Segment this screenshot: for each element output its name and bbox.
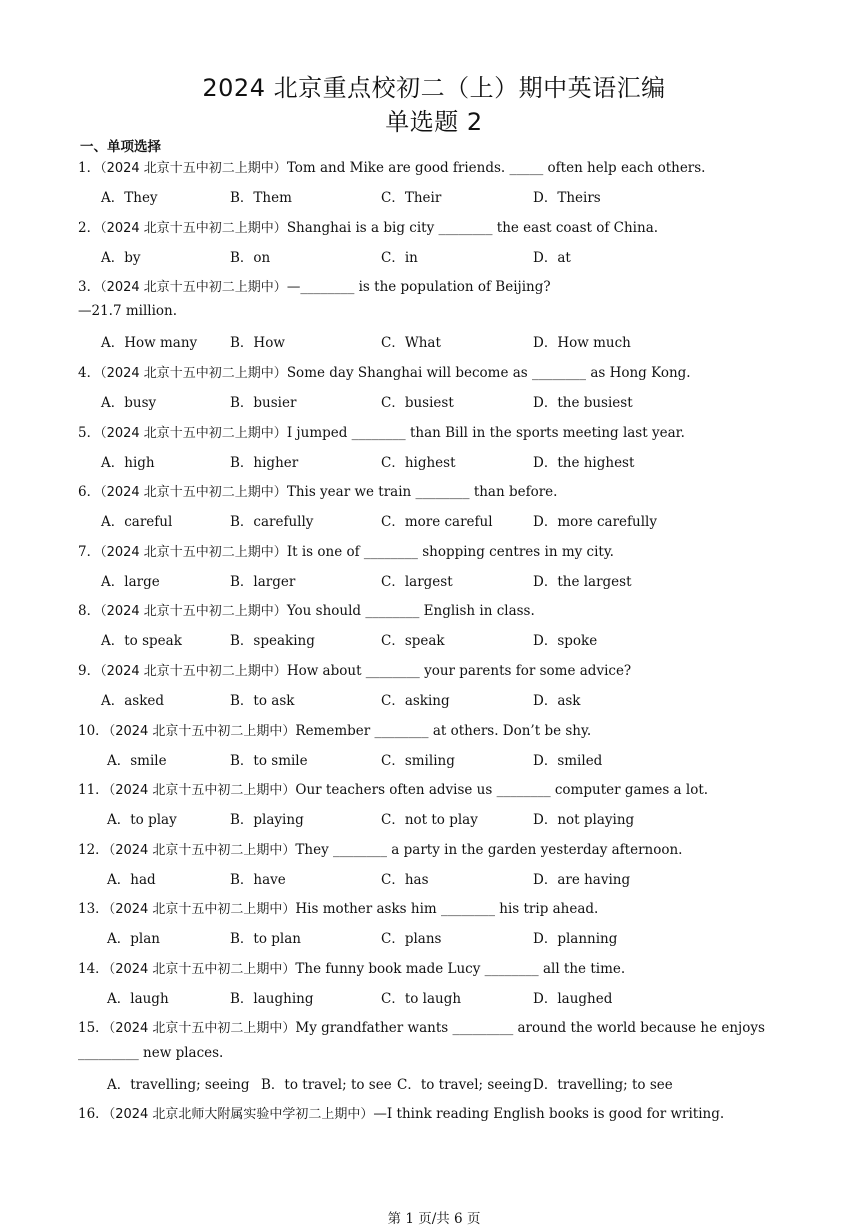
question-source: （2024 北京十五中初二上期中） (108, 902, 296, 917)
question-number: 4． (78, 365, 101, 381)
answer-option-d: D．travelling; to see (533, 1077, 673, 1093)
answer-option-b: B．to travel; to see (261, 1077, 392, 1093)
answer-option-c: C．plans (381, 931, 442, 947)
answer-option-b: B．have (230, 872, 286, 888)
answer-option-c: C．What (381, 335, 441, 351)
answer-option-c: C．asking (381, 693, 450, 709)
answer-option-a: A．high (101, 455, 155, 471)
question-source: （2024 北京十五中初二上期中） (108, 962, 296, 977)
document-title: 2024 北京重点校初二（上）期中英语汇编 (202, 74, 666, 102)
answer-options (0, 570, 868, 588)
answer-options (0, 749, 868, 767)
answer-option-a: A．They (101, 190, 158, 206)
question-stem (78, 1102, 724, 1122)
answer-option-d: D．not playing (533, 812, 635, 828)
question-source: （2024 北京北师大附属实验中学初二上期中） (108, 1107, 374, 1122)
question-source: （2024 北京十五中初二上期中） (100, 221, 287, 236)
question-source: （2024 北京十五中初二上期中） (100, 426, 287, 441)
answer-option-d: D．at (533, 250, 571, 266)
answer-option-c: C．in (381, 250, 418, 266)
answer-option-c: C．to travel; seeing (397, 1077, 532, 1093)
answer-options (0, 391, 868, 409)
answer-option-d: D．the busiest (533, 395, 633, 411)
answer-option-c: C．more careful (381, 514, 493, 530)
answer-option-b: B．laughing (230, 991, 314, 1007)
answer-option-c: C．smiling (381, 753, 455, 769)
question-text: You should ________ English in class. (286, 603, 535, 619)
answer-option-c: C．highest (381, 455, 456, 471)
question-stem (78, 897, 598, 917)
question-number: 2． (78, 220, 101, 236)
question-text: Tom and Mike are good friends. _____ often help each others. (286, 160, 706, 176)
question-number: 12． (78, 842, 109, 858)
answer-option-b: B．How (230, 335, 285, 351)
question-number: 1． (78, 160, 101, 176)
question-text: The funny book made Lucy ________ all the time. (295, 961, 626, 977)
answer-option-c: C．largest (381, 574, 453, 590)
question-source: （2024 北京十五中初二上期中） (108, 724, 296, 739)
answer-options (0, 246, 868, 264)
answer-option-d: D．the largest (533, 574, 632, 590)
answer-option-a: A．busy (101, 395, 157, 411)
question-number: 5． (78, 425, 101, 441)
question-text: Remember ________ at others. Don’t be shy. (295, 723, 592, 739)
answer-options (0, 451, 868, 469)
question-number: 13． (78, 901, 109, 917)
question-source: （2024 北京十五中初二上期中） (100, 545, 287, 560)
answer-option-b: B．busier (230, 395, 297, 411)
answer-option-a: A．by (101, 250, 141, 266)
answer-option-a: A．careful (101, 514, 173, 530)
answer-option-d: D．the highest (533, 455, 635, 471)
answer-options (0, 868, 868, 886)
question-text: This year we train ________ than before. (286, 484, 558, 500)
answer-option-a: A．How many (101, 335, 198, 351)
question-source: （2024 北京十五中初二上期中） (100, 161, 287, 176)
question-text: —I think reading English books is good for writing. (373, 1106, 725, 1122)
answer-option-a: A．plan (107, 931, 160, 947)
answer-option-b: B．carefully (230, 514, 314, 530)
question-stem (78, 957, 625, 977)
question-stem (78, 480, 557, 500)
answer-option-a: A．laugh (107, 991, 169, 1007)
question-text: —________ is the population of Beijing? (286, 279, 551, 295)
answer-option-d: D．spoke (533, 633, 598, 649)
page-footer: 第 1 页/共 6 页 (387, 1211, 481, 1227)
question-text: Some day Shanghai will become as ________ as Hong Kong. (286, 365, 691, 381)
answer-options (0, 1073, 868, 1091)
answer-option-a: A．asked (101, 693, 165, 709)
question-number: 10． (78, 723, 109, 739)
question-text: I jumped ________ than Bill in the sports meeting last year. (286, 425, 685, 441)
answer-option-a: A．travelling; seeing (107, 1077, 250, 1093)
question-number: 14． (78, 961, 109, 977)
question-number: 8． (78, 603, 101, 619)
answer-option-b: B．to smile (230, 753, 308, 769)
question-text: How about ________ your parents for some advice? (286, 663, 632, 679)
answer-option-c: C．not to play (381, 812, 478, 828)
document-subtitle: 单选题 2 (385, 108, 483, 136)
question-number: 3． (78, 279, 101, 295)
question-number: 11． (78, 782, 109, 798)
answer-option-b: B．playing (230, 812, 304, 828)
answer-option-b: B．to ask (230, 693, 295, 709)
question-stem (78, 599, 535, 619)
question-stem (78, 275, 551, 295)
answer-options (0, 987, 868, 1005)
answer-option-b: B．on (230, 250, 271, 266)
answer-option-a: A．to play (107, 812, 177, 828)
question-text: It is one of ________ shopping centres in my city. (286, 544, 614, 560)
answer-options (0, 808, 868, 826)
question-stem (78, 361, 691, 381)
question-stem (78, 1016, 765, 1036)
answer-options (0, 927, 868, 945)
question-source: （2024 北京十五中初二上期中） (108, 783, 296, 798)
answer-option-c: C．to laugh (381, 991, 462, 1007)
answer-option-b: B．larger (230, 574, 296, 590)
answer-options (0, 629, 868, 647)
question-number: 15． (78, 1020, 109, 1036)
question-source: （2024 北京十五中初二上期中） (100, 604, 287, 619)
answer-option-b: B．speaking (230, 633, 315, 649)
question-text: My grandfather wants _________ around the world because he enjoys (295, 1020, 765, 1036)
question-source: （2024 北京十五中初二上期中） (100, 280, 287, 295)
question-text: Shanghai is a big city ________ the east coast of China. (286, 220, 659, 236)
answer-option-d: D．more carefully (533, 514, 657, 530)
answer-options (0, 510, 868, 528)
answer-option-b: B．higher (230, 455, 299, 471)
question-stem (78, 540, 614, 560)
question-text: They ________ a party in the garden yesterday afternoon. (295, 842, 683, 858)
question-number: 6． (78, 484, 101, 500)
answer-options (0, 331, 868, 349)
answer-option-d: D．planning (533, 931, 618, 947)
answer-option-a: A．to speak (101, 633, 182, 649)
answer-option-b: B．to plan (230, 931, 301, 947)
section-heading: 一、单项选择 (80, 139, 161, 155)
question-number: 7． (78, 544, 101, 560)
question-stem (78, 778, 708, 798)
question-source: （2024 北京十五中初二上期中） (100, 366, 287, 381)
answer-options (0, 186, 868, 204)
question-text: His mother asks him ________ his trip ahead. (295, 901, 599, 917)
question-stem (78, 838, 682, 858)
question-stem (78, 659, 631, 679)
answer-option-a: A．had (107, 872, 156, 888)
question-source: （2024 北京十五中初二上期中） (100, 664, 287, 679)
answer-option-d: D．How much (533, 335, 631, 351)
question-stem (78, 216, 658, 236)
question-stem (78, 421, 685, 441)
answer-option-c: C．has (381, 872, 429, 888)
question-source: （2024 北京十五中初二上期中） (100, 485, 287, 500)
question-stem (78, 156, 705, 176)
answer-option-c: C．busiest (381, 395, 454, 411)
question-number: 16． (78, 1106, 109, 1122)
answer-option-c: C．Their (381, 190, 442, 206)
answer-option-d: D．ask (533, 693, 581, 709)
question-text: Our teachers often advise us ________ computer games a lot. (295, 782, 709, 798)
answer-option-d: D．smiled (533, 753, 603, 769)
question-continuation: _________ new places. (78, 1045, 224, 1061)
question-stem (78, 719, 591, 739)
question-number: 9． (78, 663, 101, 679)
question-continuation: —21.7 million. (78, 303, 178, 319)
answer-option-d: D．Theirs (533, 190, 601, 206)
answer-option-d: D．laughed (533, 991, 613, 1007)
answer-option-d: D．are having (533, 872, 631, 888)
question-source: （2024 北京十五中初二上期中） (108, 1021, 296, 1036)
question-source: （2024 北京十五中初二上期中） (108, 843, 296, 858)
answer-option-a: A．large (101, 574, 160, 590)
answer-options (0, 689, 868, 707)
answer-option-c: C．speak (381, 633, 445, 649)
answer-option-a: A．smile (107, 753, 167, 769)
answer-option-b: B．Them (230, 190, 292, 206)
